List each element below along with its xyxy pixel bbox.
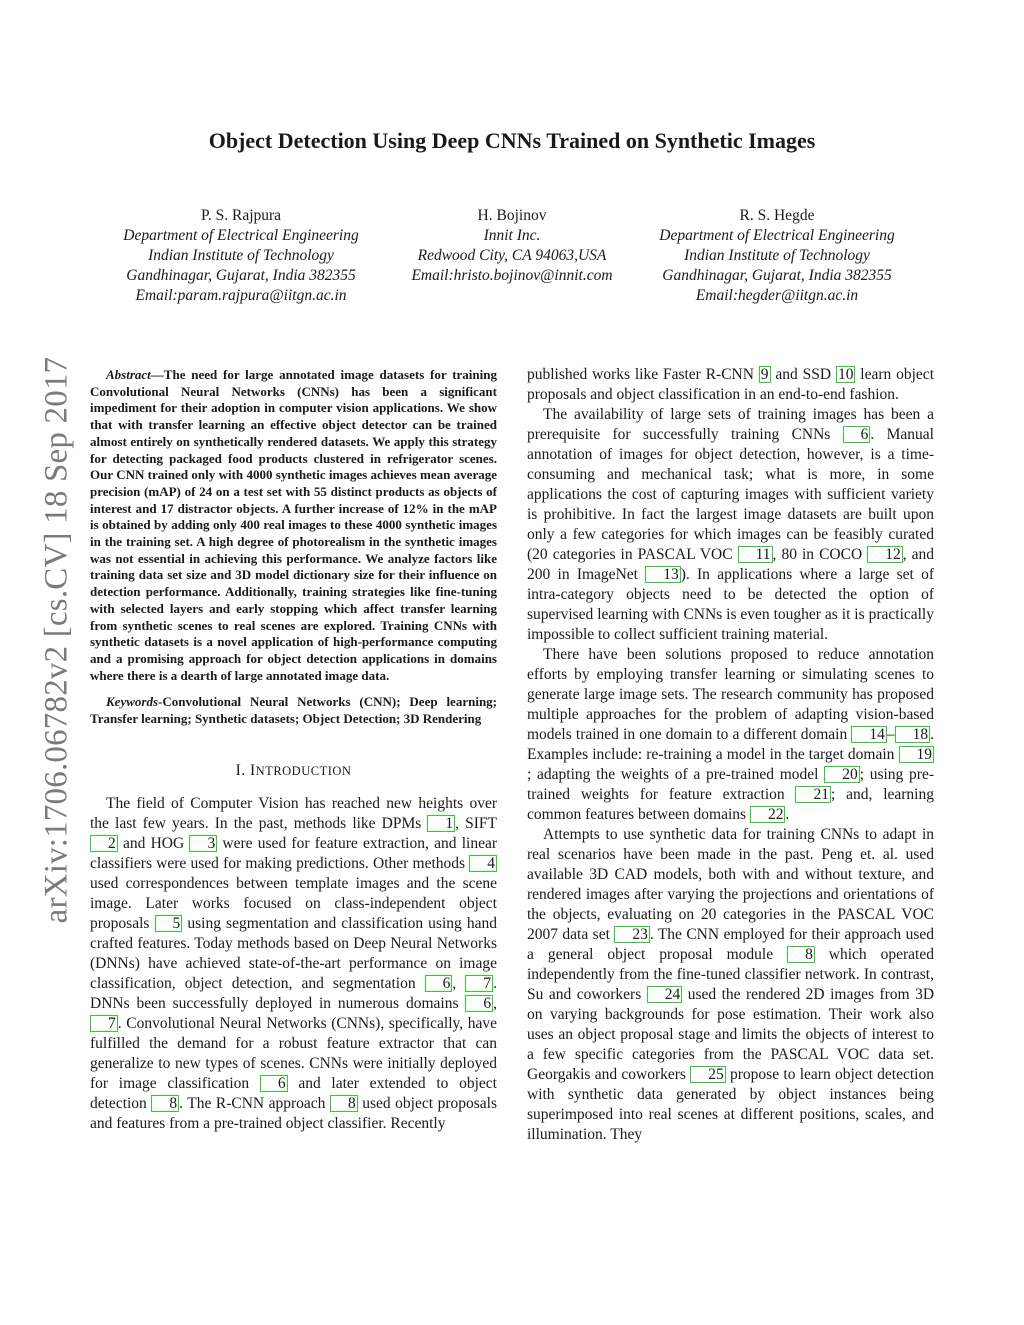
author-location: Redwood City, CA 94063,USA xyxy=(417,247,607,264)
section-initial: I xyxy=(249,761,256,779)
author-name: P. S. Rajpura xyxy=(200,207,282,224)
citation-link[interactable]: 1 xyxy=(427,815,455,832)
section-title-rest: NTRODUCTION xyxy=(255,763,352,778)
paragraph-text: . The CNN employed for their approach used a general object proposal module xyxy=(527,926,934,963)
paragraph-text: , 80 in COCO xyxy=(772,546,868,563)
citation-link[interactable]: 2 xyxy=(90,835,118,852)
left-column xyxy=(90,367,497,1134)
paragraph-text: were used for feature extraction, and linear classifiers were used for making predictions. Other methods xyxy=(90,834,497,872)
citation-link[interactable]: 9 xyxy=(760,366,769,383)
abstract-label: Abstract xyxy=(106,367,151,382)
citation-link[interactable]: 3 xyxy=(189,835,217,852)
paragraph-text: , xyxy=(493,994,497,1012)
citation-link[interactable]: 8 xyxy=(330,1095,358,1112)
paragraph-text: propose to learn object detection with synthetic data generated by object instances being superimposed into real scenes at different positions, scales, and illumination. They xyxy=(527,1066,934,1143)
body-paragraph xyxy=(527,405,934,645)
author-name: H. Bojinov xyxy=(477,207,547,224)
author-name: R. S. Hegde xyxy=(739,207,815,224)
citation-link[interactable]: 19 xyxy=(899,746,935,763)
paragraph-text: ). In applications where a large set of intra-category objects need to be detected the option of supervised learning with CNNs is even tougher as it is practically impossible to collect sufficient training material. xyxy=(527,566,934,643)
paragraph-text: ; using pre-trained weights for feature extraction xyxy=(527,766,934,803)
body-paragraph xyxy=(527,645,934,825)
citation-link[interactable]: 6 xyxy=(465,995,493,1012)
citation-link[interactable]: 6 xyxy=(843,426,871,443)
keywords-text: -Convolutional Neural Networks (CNN); Deep learning; Transfer learning; Synthetic datasets; Object Detection; 3D Rendering xyxy=(90,694,497,727)
paragraph-text: used the rendered 2D images from 3D on varying backgrounds for pose estimation. Their work also uses an object proposal stage and limits the objects of interest to a few specific categories from the PASCAL VOC data set. Georgakis and coworkers xyxy=(527,986,935,1083)
paragraph-text: used correspondences between template images and the scene image. Later works focused on class-independent object proposals xyxy=(90,874,497,932)
citation-link[interactable]: 4 xyxy=(469,855,497,872)
body-paragraph xyxy=(527,825,934,1145)
author-institution: Indian Institute of Technology xyxy=(684,247,870,264)
citation-link[interactable]: 7 xyxy=(465,975,493,992)
paragraph-text: . Examples include: re-training a model in the target domain xyxy=(527,726,934,763)
citation-link[interactable]: 7 xyxy=(90,1015,118,1032)
right-column xyxy=(527,365,934,1145)
section-heading-introduction xyxy=(90,762,497,780)
author-block-3 xyxy=(627,206,927,306)
paragraph-text: used object proposals and features from a pre-trained object classifier. Recently xyxy=(90,1094,497,1132)
body-paragraph xyxy=(527,365,934,405)
citation-link[interactable]: 18 xyxy=(895,726,931,743)
author-email: Email:param.rajpura@iitgn.ac.in xyxy=(135,287,347,304)
section-number: I. xyxy=(235,761,250,779)
paragraph-text: . Convolutional Neural Networks (CNNs), specifically, have fulfilled the demand for a robust feature extractor that can generalize to new types of scenes. CNNs were initially deployed for image classification xyxy=(90,1014,497,1092)
citation-link[interactable]: 11 xyxy=(738,546,773,563)
citation-link[interactable]: 5 xyxy=(155,915,183,932)
citation-link[interactable]: 8 xyxy=(787,946,815,963)
paragraph-text: and HOG xyxy=(117,834,190,852)
citation-link[interactable]: 13 xyxy=(645,566,681,583)
paragraph-text: and later extended to object detection xyxy=(90,1074,497,1112)
citation-link[interactable]: 22 xyxy=(750,806,786,823)
author-affiliation: Innit Inc. xyxy=(483,227,541,244)
paragraph-text: published works like Faster R-CNN xyxy=(527,366,759,383)
paragraph-text: Attempts to use synthetic data for training CNNs to adapt in real scenarios have been made in the past. Peng et. al. used available 3D CAD models, both with and without texture, and rendered images after varying the projections and orientations of the objects, evaluating on 20 categories in the PASCAL VOC 2007 data set xyxy=(527,826,934,943)
citation-link[interactable]: 8 xyxy=(151,1095,179,1112)
citation-link[interactable]: 23 xyxy=(614,926,650,943)
paper-title: Object Detection Using Deep CNNs Trained on Synthetic Images xyxy=(208,128,816,153)
citation-link[interactable]: 12 xyxy=(867,546,903,563)
introduction-body-left xyxy=(90,794,497,1134)
paragraph-text: ; adapting the weights of a pre-trained model xyxy=(527,766,825,783)
paragraph-text: . The R-CNN approach xyxy=(179,1094,330,1112)
author-department: Department of Electrical Engineering xyxy=(123,227,359,244)
citation-link[interactable]: 10 xyxy=(837,366,854,383)
paragraph-text: . DNNs been successfully deployed in numerous domains xyxy=(90,974,498,1012)
author-location: Gandhinagar, Gujarat, India 382355 xyxy=(662,267,892,284)
author-block-1 xyxy=(91,206,391,306)
citation-link[interactable]: 6 xyxy=(425,975,453,992)
citation-link[interactable]: 20 xyxy=(824,766,860,783)
author-institution: Indian Institute of Technology xyxy=(148,247,334,264)
paragraph-text: – xyxy=(886,726,895,743)
paragraph-text: . xyxy=(785,806,790,823)
author-location: Gandhinagar, Gujarat, India 382355 xyxy=(126,267,356,284)
paragraph-text: ; and, learning common features between domains xyxy=(527,786,934,823)
abstract xyxy=(90,367,497,684)
author-email: Email:hegder@iitgn.ac.in xyxy=(695,287,859,304)
keywords xyxy=(90,694,497,727)
paragraph-text: The availability of large sets of training images has been a prerequisite for successfully training CNNs xyxy=(527,406,934,443)
citation-link[interactable]: 6 xyxy=(260,1075,288,1092)
paragraph-text: which operated independently from the fine-tuned classifier network. In contrast, Su and coworkers xyxy=(527,946,934,1003)
paragraph-text: . Manual annotation of images for object detection, however, is a time-consuming and mechanical task; what is more, in some applications the cost of capturing images with sufficient variety is prohibitive. In fact the largest image datasets are built upon only a few categories for which images can be feasibly curated (20 categories in PASCAL VOC xyxy=(527,426,934,563)
author-block-2 xyxy=(362,206,662,286)
paragraph-text: The field of Computer Vision has reached new heights over the last few years. In the past, methods like DPMs xyxy=(90,794,497,832)
paragraph-text: , xyxy=(452,974,466,992)
paragraph-text: using segmentation and classification using hand crafted features. Today methods based on Deep Neural Networks (DNNs) have achieved state-of-the-art performance on image classification, object detection, and segmentation xyxy=(90,914,497,992)
body-paragraph xyxy=(90,794,497,1134)
arxiv-identifier-text: arXiv:1706.06782v2 [cs.CV] 18 Sep 2017 xyxy=(38,356,75,924)
paragraph-text: learn object proposals and object classification in an end-to-end fashion. xyxy=(527,366,934,403)
paragraph-text: , SIFT xyxy=(455,814,498,832)
paragraph-text: , and 200 in ImageNet xyxy=(527,546,934,583)
author-email: Email:hristo.bojinov@innit.com xyxy=(411,267,613,284)
paragraph-text: There have been solutions proposed to reduce annotation efforts by employing transfer learning or simulating scenes to generate large image sets. The research community has proposed multiple approaches for the problem of adapting vision-based models trained in one domain to a different domain xyxy=(527,646,934,743)
citation-link[interactable]: 24 xyxy=(647,986,683,1003)
author-department: Department of Electrical Engineering xyxy=(659,227,895,244)
abstract-text: —The need for large annotated image datasets for training Convolutional Neural Networks (CNNs) has been a significant impediment for their adoption in computer vision applications. We show that with transfer learning an effective object detector can be trained almost entirely on synthetically rendered datasets. We apply this strategy for detecting packaged food products clustered in refrigerator scenes. Our CNN trained only with 4000 synthetic images achieves mean average precision (mAP) of 24 on a test set with 55 distinct products as objects of interest and 17 distractor objects. A further increase of 12% in the mAP is obtained by adding only 400 real images to these 4000 synthetic images in the training set. A high degree of photorealism in the synthetic images was not essential in achieving this performance. We analyze factors like training data set size and 3D model dictionary size for their influence on detection performance. Additionally, training strategies like fine-tuning with selected layers and early stopping which affect transfer learning from synthetic scenes to real scenes are explored. Training CNNs with synthetic datasets is a novel application of high-performance computing and a promising approach for object detection applications in domains where there is a dearth of large annotated image data. xyxy=(90,367,497,683)
paragraph-text: and SSD xyxy=(770,366,836,383)
keywords-label: Keywords xyxy=(106,694,158,710)
citation-link[interactable]: 14 xyxy=(851,726,887,743)
citation-link[interactable]: 21 xyxy=(795,786,831,803)
citation-link[interactable]: 25 xyxy=(690,1066,726,1083)
